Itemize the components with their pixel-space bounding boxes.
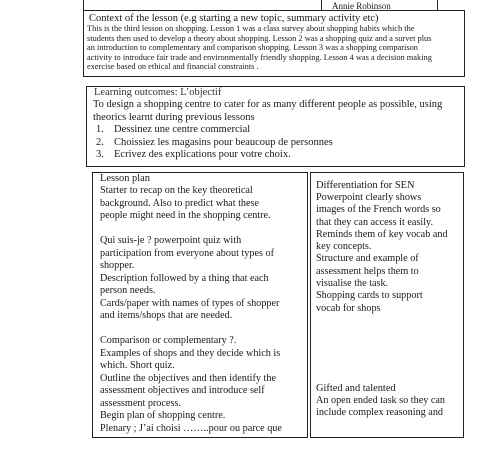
- outcome-number: 1.: [96, 124, 104, 135]
- lesson-plan-line: assessment objectives and introduce self: [100, 385, 265, 396]
- lesson-plan-line: Plenary ; J’ai choisi ……..pour ou parce que: [100, 422, 282, 434]
- lesson-plan-body: [100, 186, 282, 436]
- lesson-plan-line: Outline the objectives and then identify the: [100, 372, 276, 384]
- context-line: students then used to develop a theory about shopping. Lesson 2 was a shopping quiz and a survet plus: [87, 33, 432, 43]
- gifted-line: An open ended task so they can: [316, 395, 446, 406]
- lesson-plan-line: Qui suis-je ? powerpoint quiz with: [100, 235, 242, 246]
- differentiation-line: Shopping cards to support: [316, 290, 423, 302]
- context-line: This is the third lesson on shopping. Lesson 1 was a class survey about shopping habits which the: [87, 24, 415, 33]
- differentiation-line: key concepts.: [316, 241, 372, 253]
- top-right-rule: [437, 0, 438, 10]
- lesson-plan-line: people might need in the shopping centre.: [100, 210, 271, 221]
- lesson-plan-heading: Lesson plan: [100, 173, 150, 184]
- lesson-plan-line: Begin plan of shopping centre.: [100, 410, 226, 421]
- context-line: activity to introduce fair trade and environmentally friendly shopping. Lesson 4 was a decision making: [87, 52, 432, 62]
- differentiation-line: assessment helps them to: [316, 265, 419, 277]
- top-divider-rule: [321, 0, 322, 10]
- gifted-body: [316, 396, 445, 421]
- lesson-plan-line: assessment process.: [100, 397, 181, 409]
- lesson-plan-line: person needs.: [100, 285, 156, 296]
- lesson-plan-line: shopper.: [100, 260, 135, 271]
- outcomes-intro-line: To design a shopping centre to cater for as many different people as possible, using: [93, 99, 443, 110]
- context-body: [87, 25, 432, 73]
- differentiation-line: vocab for shops: [316, 302, 381, 314]
- top-left-rule: [83, 0, 84, 10]
- differentiation-line: Powerpoint clearly shows: [316, 192, 422, 203]
- differentiation-heading: Differentiation for SEN: [316, 180, 415, 191]
- gifted-heading: Gifted and talented: [316, 383, 396, 394]
- top-right-cut-text: Annie Robinson: [332, 2, 391, 9]
- lesson-plan-line: background. Also to predict what these: [100, 197, 259, 209]
- differentiation-line: visualise the task.: [316, 278, 389, 290]
- outcomes-heading: Learning outcomes: L’objectif: [94, 87, 222, 98]
- differentiation-line: that they can access it easily.: [316, 216, 434, 228]
- outcome-text: Choissiez les magasins pour beaucoup de personnes: [114, 136, 333, 148]
- context-line: an introduction to complementary and comparison shopping. Lesson 3 was a shopping comparison: [87, 43, 418, 53]
- differentiation-line: images of the French words so: [316, 204, 441, 216]
- lesson-plan-line: and items/shops that are needed.: [100, 310, 233, 321]
- lesson-plan-line: Examples of shops and they decide which is: [100, 347, 281, 359]
- outcome-number: 3.: [96, 149, 104, 160]
- differentiation-line: Reminds them of key vocab and: [316, 228, 448, 240]
- lesson-plan-line: participation from everyone about types of: [100, 247, 274, 259]
- context-heading: Context of the lesson (e.g starting a new topic, summary activity etc): [89, 13, 379, 24]
- differentiation-body: [316, 193, 448, 316]
- differentiation-line: Structure and example of: [316, 253, 419, 265]
- gifted-line: include complex reasoning and: [316, 407, 444, 419]
- lesson-plan-line: Description followed by a thing that each: [100, 272, 269, 284]
- outcome-text: Dessinez une centre commercial: [114, 124, 251, 135]
- context-line: exercise based on ethical and financial constraints .: [87, 62, 259, 72]
- outcome-text: Ecrivez des explications pour votre choix.: [114, 149, 291, 160]
- lesson-plan-line: Comparison or complementary ?.: [100, 335, 237, 346]
- outcomes-intro: [93, 100, 442, 125]
- lesson-plan-line: Cards/paper with names of types of shopper: [100, 297, 280, 309]
- outcome-item: [96, 150, 333, 163]
- lesson-plan-line: Starter to recap on the key theoretical: [100, 185, 253, 196]
- outcomes-intro-line: theorics learnt during previous lessons: [93, 111, 255, 123]
- outcomes-list: [96, 125, 333, 163]
- outcome-number: 2.: [96, 136, 104, 148]
- lesson-plan-line: which. Short quiz.: [100, 360, 175, 371]
